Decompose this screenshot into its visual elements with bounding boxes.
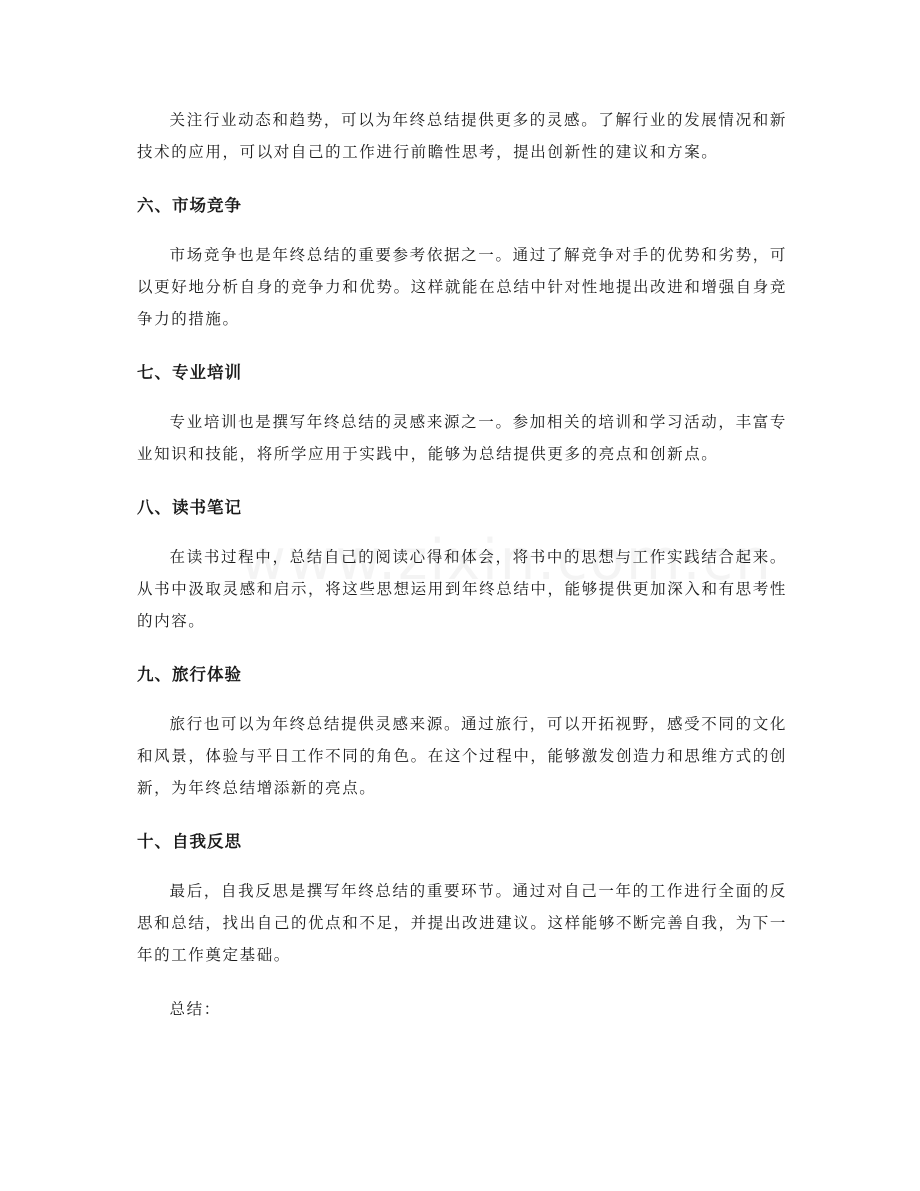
paragraph-summary-label: 总结： <box>169 1000 221 1018</box>
section-heading-professional-training: 七、专业培训 <box>137 363 242 382</box>
paragraph-market-competition: 市场竞争也是年终总结的重要参考依据之一。通过了解竞争对手的优势和劣势，可以更好地分析自身的竞争力和优势。这样就能在总结中针对性地提出改进和增强自身竞争力的措施。 <box>137 246 787 328</box>
paragraph-reading-notes: 在读书过程中，总结自己的阅读心得和体会，将书中的思想与工作实践结合起来。从书中汲取灵感和启示，将这些思想运用到年终总结中，能够提供更加深入和有思考性的内容。 <box>137 548 787 630</box>
section-heading-travel-experience: 九、旅行体验 <box>137 665 242 684</box>
document-body <box>137 104 787 1025</box>
section-heading-self-reflection: 十、自我反思 <box>137 832 242 851</box>
paragraph-industry-trends: 关注行业动态和趋势，可以为年终总结提供更多的灵感。了解行业的发展情况和新技术的应用，可以对自己的工作进行前瞻性思考，提出创新性的建议和方案。 <box>137 111 787 161</box>
paragraph-professional-training: 专业培训也是撰写年终总结的灵感来源之一。参加相关的培训和学习活动，丰富专业知识和技能，将所学应用于实践中，能够为总结提供更多的亮点和创新点。 <box>137 413 787 463</box>
paragraph-travel-experience: 旅行也可以为年终总结提供灵感来源。通过旅行，可以开拓视野，感受不同的文化和风景，体验与平日工作不同的角色。在这个过程中，能够激发创造力和思维方式的创新，为年终总结增添新的亮点。 <box>137 715 787 797</box>
paragraph-self-reflection: 最后，自我反思是撰写年终总结的重要环节。通过对自己一年的工作进行全面的反思和总结，找出自己的优点和不足，并提出改进建议。这样能够不断完善自我，为下一年的工作奠定基础。 <box>137 882 787 964</box>
section-heading-reading-notes: 八、读书笔记 <box>137 498 242 517</box>
section-heading-market-competition: 六、市场竞争 <box>137 196 242 215</box>
